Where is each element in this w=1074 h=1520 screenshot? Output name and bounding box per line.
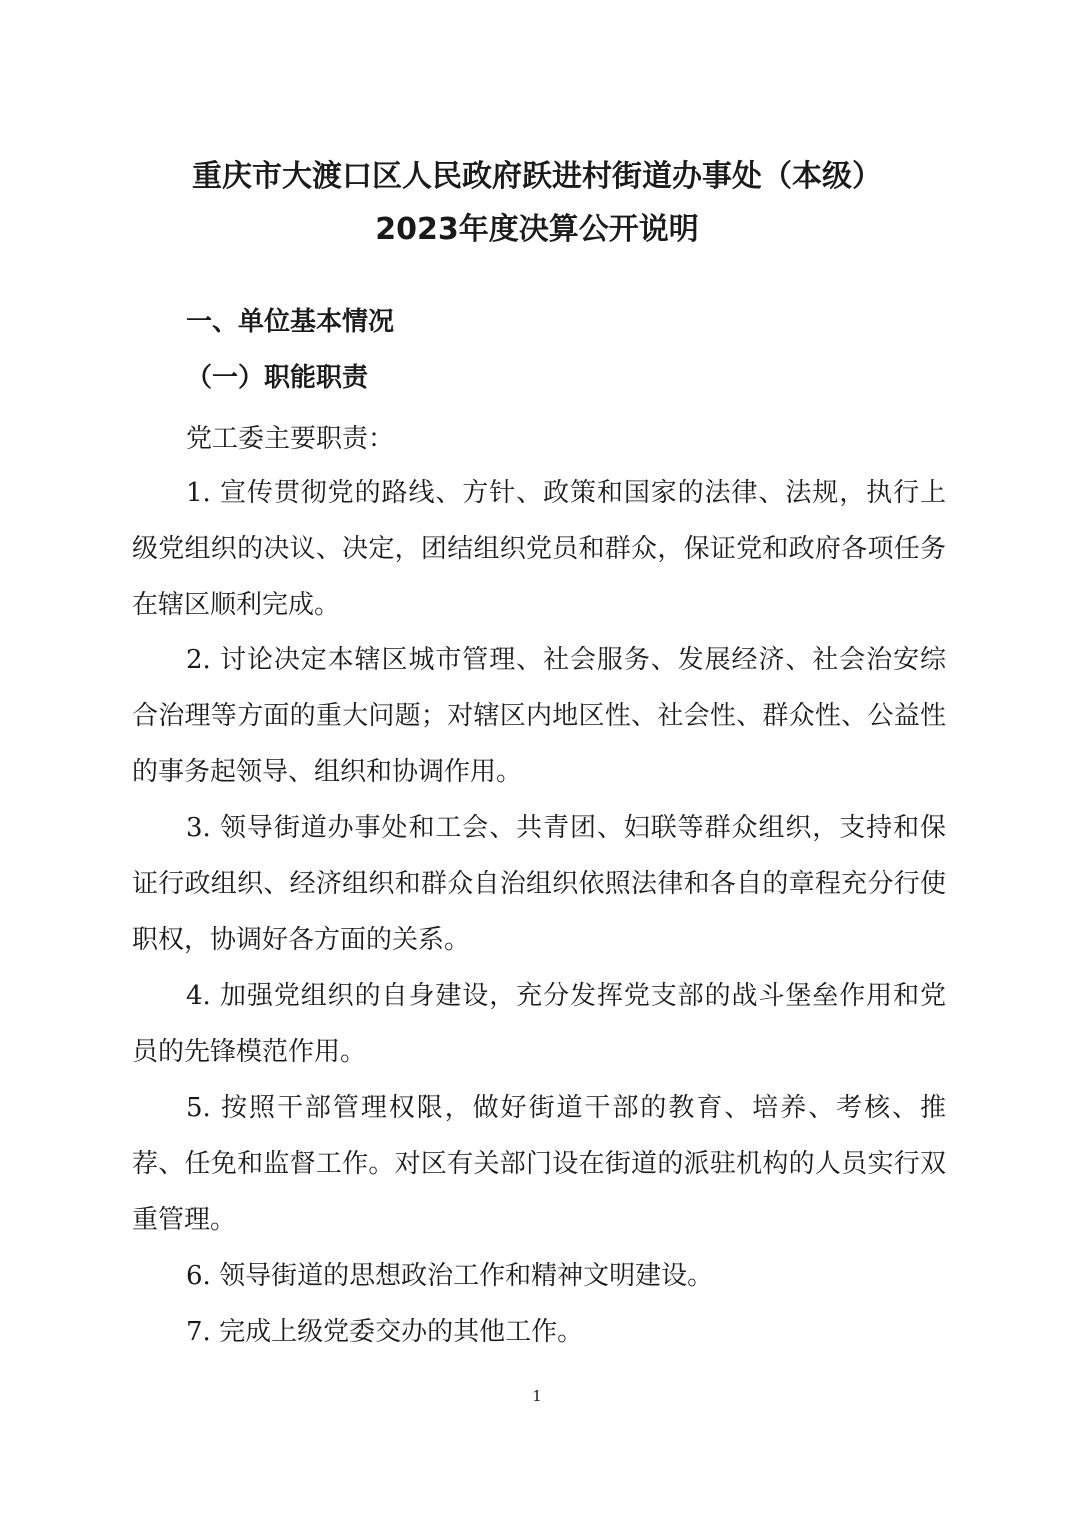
section-heading-unit-info: 一、单位基本情况 — [186, 307, 395, 337]
duty-item-4: 4. 加强党组织的自身建设，充分发挥党支部的战斗堡垒作用和党员的先锋模范作用。 — [132, 981, 946, 1067]
document-title-line1: 重庆市大渡口区人民政府跃进村街道办事处（本级） — [192, 159, 882, 194]
duty-item-7: 7. 完成上级党委交办的其他工作。 — [186, 1317, 584, 1347]
subsection-heading-duties: （一）职能职责 — [186, 363, 369, 393]
duty-item-2: 2. 讨论决定本辖区城市管理、社会服务、发展经济、社会治安综合治理等方面的重大问题；对辖区内地区性、社会性、群众性、公益性的事务起领导、组织和协调作用。 — [132, 645, 946, 787]
duties-intro: 党工委主要职责： — [186, 424, 395, 454]
duty-item-1: 1. 宣传贯彻党的路线、方针、政策和国家的法律、法规，执行上级党组织的决议、决定，团结组织党员和群众，保证党和政府各项任务在辖区顺利完成。 — [132, 478, 946, 620]
page-number: 1 — [532, 1387, 542, 1405]
document-title-line2: 2023年度决算公开说明 — [375, 212, 699, 247]
duty-item-5: 5. 按照干部管理权限，做好街道干部的教育、培养、考核、推荐、任免和监督工作。对区有关部门设在街道的派驻机构的人员实行双重管理。 — [132, 1093, 946, 1235]
duty-item-6: 6. 领导街道的思想政治工作和精神文明建设。 — [186, 1261, 714, 1291]
duty-item-3: 3. 领导街道办事处和工会、共青团、妇联等群众组织，支持和保证行政组织、经济组织和群众自治组织依照法律和各自的章程充分行使职权，协调好各方面的关系。 — [132, 813, 946, 955]
